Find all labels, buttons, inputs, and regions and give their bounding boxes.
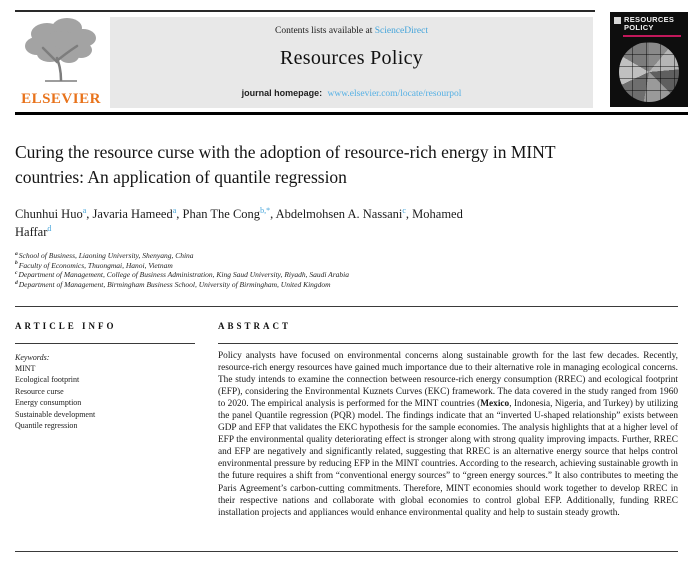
author-affil-sup: d [47, 223, 52, 233]
keyword: Ecological footprint [15, 375, 80, 385]
keywords-label: Keywords: [15, 353, 50, 362]
author-list [15, 206, 495, 241]
article-info-heading: ARTICLE INFO [15, 321, 117, 331]
keyword: MINT [15, 364, 36, 373]
journal-title: Resources Policy [279, 47, 424, 69]
author: Javaria Hameed$^a$, [92, 205, 183, 221]
affiliation: $^b$Faculty of Economics, Thuongmai, Hanoi, Vietnam [15, 260, 173, 270]
affiliation: $^d$Department of Management, Birmingham Business School, University of Birmingham, United Kingdom [15, 279, 331, 290]
section-top-rule [15, 306, 678, 307]
contents-prefix: Contents lists available at [274, 26, 373, 36]
affiliation-list [15, 251, 635, 290]
article-title: Curing the resource curse with the adoption of resource-rich energy in MINT countries: An application of quantile regression [15, 142, 556, 187]
cover-globe-collage [619, 42, 679, 102]
author-affil-sup: a [172, 205, 177, 215]
article-info-section [15, 321, 200, 431]
affiliation: $^c$Department of Management, College of Business Administration, King Saud University, Riyadh, Saudi Arabia [15, 269, 349, 280]
author: Phan The Cong$^{b,*}$, [182, 205, 276, 221]
abstract-bold-term: Mexico [480, 399, 510, 410]
abstract-heading: ABSTRACT [218, 321, 292, 331]
keyword: Quantile regression [15, 421, 78, 431]
article-info-rule [15, 343, 195, 344]
cover-title [624, 16, 674, 32]
top-rule [15, 10, 595, 12]
keyword: Sustainable development [15, 409, 96, 419]
cover-title-line2: POLICY [624, 23, 654, 32]
homepage-line [110, 88, 593, 99]
abstract-paragraph: Policy analysts have focused on environmental concerns along sustainable growth for the last few decades. Recently, resource-rich energy resources have gained much importance due to their alternative role in managing ecological concerns. The study intends to examine the connection between resource-rich energy consumption (RREC) and ecological footprint (EFP), considering the Environmental Kuznets Curves (EKC) framework. The data covered in the study ranged from 1960 to 2020. The empirical analysis is performed for the MINT countries (Mexico, Indonesia, Nigeria, and Turkey) by utilizing the panel Quantile regression (PQR) model. The findings indicate that an “inverted U-shaped relationship” exists between GDP and EFP that validates the EKC hypothesis for the sample economies. The analysis highlights that at a higher level of EFP the environmental quality deteriorating effect is stronger along with strong quality improving impacts. Further, RREC and EFP are negatively and significantly related, suggesting that RREC is an alternative energy source that helps control environmental pressure by reducing EFP in the MINT countries. According to the research, achieving sustainable growth in the future requires a shift from “conventional energy sources” to “green energy sources.” It also contributes to meeting the Paris Agreement’s carbon-cutting commitments. Therefore, MINT economies should work together to develop RREC in their respective nations and collaborate with global economies to control global EFP. Additionally, funding RREC installation projects and appliances would enhance environmental quality and help to sustain steady growth. [218, 351, 679, 518]
journal-cover-thumbnail [610, 12, 688, 107]
abstract-section [218, 321, 678, 519]
keyword: Energy consumption [15, 398, 82, 408]
abstract-rule [218, 343, 678, 344]
author-affil-sup: c [402, 205, 406, 215]
author-affil-sup: a [82, 205, 87, 215]
elsevier-tree-icon [17, 71, 105, 88]
author: Abdelmohsen A. Nassani$^c$, [275, 205, 413, 221]
author: Mohamed Haffar$^d$ [15, 207, 463, 239]
homepage-label: journal homepage: [241, 88, 323, 98]
page-bottom-rule [15, 551, 678, 552]
homepage-url-link[interactable]: www.elsevier.com/locate/resourpol [327, 89, 462, 99]
cover-title-line1: RESOURCES [624, 15, 675, 24]
cover-accent-bar [623, 35, 681, 37]
elsevier-wordmark: ELSEVIER [21, 91, 101, 107]
affiliation: $^a$School of Business, Liaoning University, Shenyang, China [15, 250, 194, 260]
elsevier-logo [15, 16, 107, 108]
contents-line [110, 26, 593, 36]
cover-header [610, 12, 688, 32]
header-divider [15, 112, 688, 115]
sciencedirect-link[interactable]: ScienceDirect [374, 26, 428, 36]
keyword: Resource curse [15, 386, 64, 396]
author: Chunhui Huo$^a$, [15, 205, 93, 221]
cover-publisher-icon [614, 17, 621, 24]
journal-header-box [110, 17, 593, 108]
author-affil-sup: b,* [260, 205, 271, 215]
